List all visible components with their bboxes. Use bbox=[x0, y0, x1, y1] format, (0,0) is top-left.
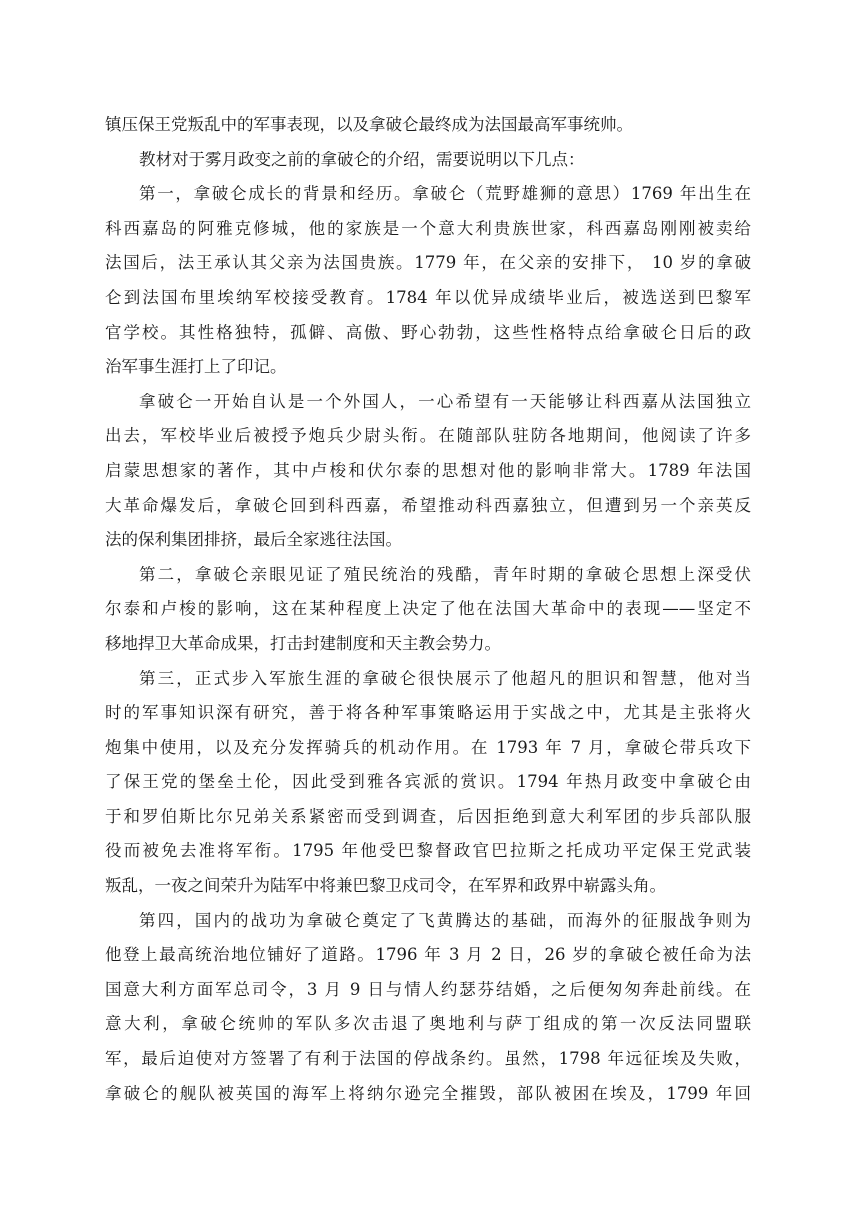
text-line: 治军事生涯打上了印记。 bbox=[105, 357, 287, 377]
text-line: 出去，军校毕业后被授予炮兵少尉头衔。在随部队驻防各地期间，他阅读了许多 bbox=[105, 426, 751, 446]
text-line: 拿破仑的舰队被英国的海军上将纳尔逊完全摧毁，部队被困在埃及，1799 年回 bbox=[105, 1083, 751, 1103]
text-line: 大革命爆发后，拿破仑回到科西嘉，希望推动科西嘉独立，但遭到另一个亲英反 bbox=[105, 495, 751, 515]
text-line: 官学校。其性格独特，孤僻、高傲、野心勃勃，这些性格特点给拿破仑日后的政 bbox=[105, 322, 751, 342]
text-line: 启蒙思想家的著作，其中卢梭和伏尔泰的思想对他的影响非常大。1789 年法国 bbox=[105, 460, 751, 480]
text-line: 镇压保王党叛乱中的军事表现，以及拿破仑最终成为法国最高军事统帅。 bbox=[105, 115, 633, 134]
text-line: 叛乱，一夜之间荣升为陆军中将兼巴黎卫戍司令，在军界和政界中崭露头角。 bbox=[105, 876, 666, 896]
text-line: 移地捍卫大革命成果，打击封建制度和天主教会势力。 bbox=[105, 633, 501, 653]
text-line: 了保王党的堡垒土伦，因此受到雅各宾派的赏识。1794 年热月政变中拿破仑由 bbox=[105, 772, 751, 792]
text-line: 时的军事知识深有研究，善于将各种军事策略运用于实战之中，尤其是主张将火 bbox=[105, 703, 751, 723]
text-line: 军，最后迫使对方签署了有利于法国的停战条约。虽然，1798 年远征埃及失败， bbox=[105, 1049, 751, 1069]
body-text bbox=[105, 108, 751, 1111]
text-line: 教材对于雾月政变之前的拿破仑的介绍，需要说明以下几点： bbox=[139, 149, 585, 169]
text-line: 国意大利方面军总司令，3 月 9 日与情人约瑟芬结婚，之后便匆匆奔赴前线。在 bbox=[105, 979, 751, 999]
text-line: 第四，国内的战功为拿破仑奠定了飞黄腾达的基础，而海外的征服战争则为 bbox=[139, 910, 751, 930]
text-line: 尔泰和卢梭的影响，这在某种程度上决定了他在法国大革命中的表现——坚定不 bbox=[105, 599, 751, 619]
text-line: 仑到法国布里埃纳军校接受教育。1784 年以优异成绩毕业后，被选送到巴黎军 bbox=[105, 287, 751, 307]
text-line: 法的保利集团排挤，最后全家逃往法国。 bbox=[105, 530, 402, 550]
text-line: 第三，正式步入军旅生涯的拿破仑很快展示了他超凡的胆识和智慧，他对当 bbox=[139, 668, 751, 688]
text-line: 意大利，拿破仑统帅的军队多次击退了奥地利与萨丁组成的第一次反法同盟联 bbox=[105, 1014, 751, 1034]
text-line: 法国后，法王承认其父亲为法国贵族。1779 年，在父亲的安排下， 10 岁的拿破 bbox=[105, 253, 751, 273]
text-line: 炮集中使用，以及充分发挥骑兵的机动作用。在 1793 年 7 月，拿破仑带兵攻下 bbox=[105, 737, 751, 757]
text-line: 于和罗伯斯比尔兄弟关系紧密而受到调查，后因拒绝到意大利军团的步兵部队服 bbox=[105, 806, 751, 826]
text-line: 他登上最高统治地位铺好了道路。1796 年 3 月 2 日，26 岁的拿破仑被任命为法 bbox=[105, 945, 751, 965]
text-line: 科西嘉岛的阿雅克修城，他的家族是一个意大利贵族世家，科西嘉岛刚刚被卖给 bbox=[105, 218, 751, 238]
text-line: 第二，拿破仑亲眼见证了殖民统治的残酷，青年时期的拿破仑思想上深受伏 bbox=[139, 564, 751, 584]
text-line: 第一，拿破仑成长的背景和经历。拿破仑（荒野雄狮的意思）1769 年出生在 bbox=[139, 184, 751, 204]
text-line: 役而被免去准将军衔。1795 年他受巴黎督政官巴拉斯之托成功平定保王党武装 bbox=[105, 841, 751, 861]
text-line: 拿破仑一开始自认是一个外国人，一心希望有一天能够让科西嘉从法国独立 bbox=[139, 391, 751, 411]
